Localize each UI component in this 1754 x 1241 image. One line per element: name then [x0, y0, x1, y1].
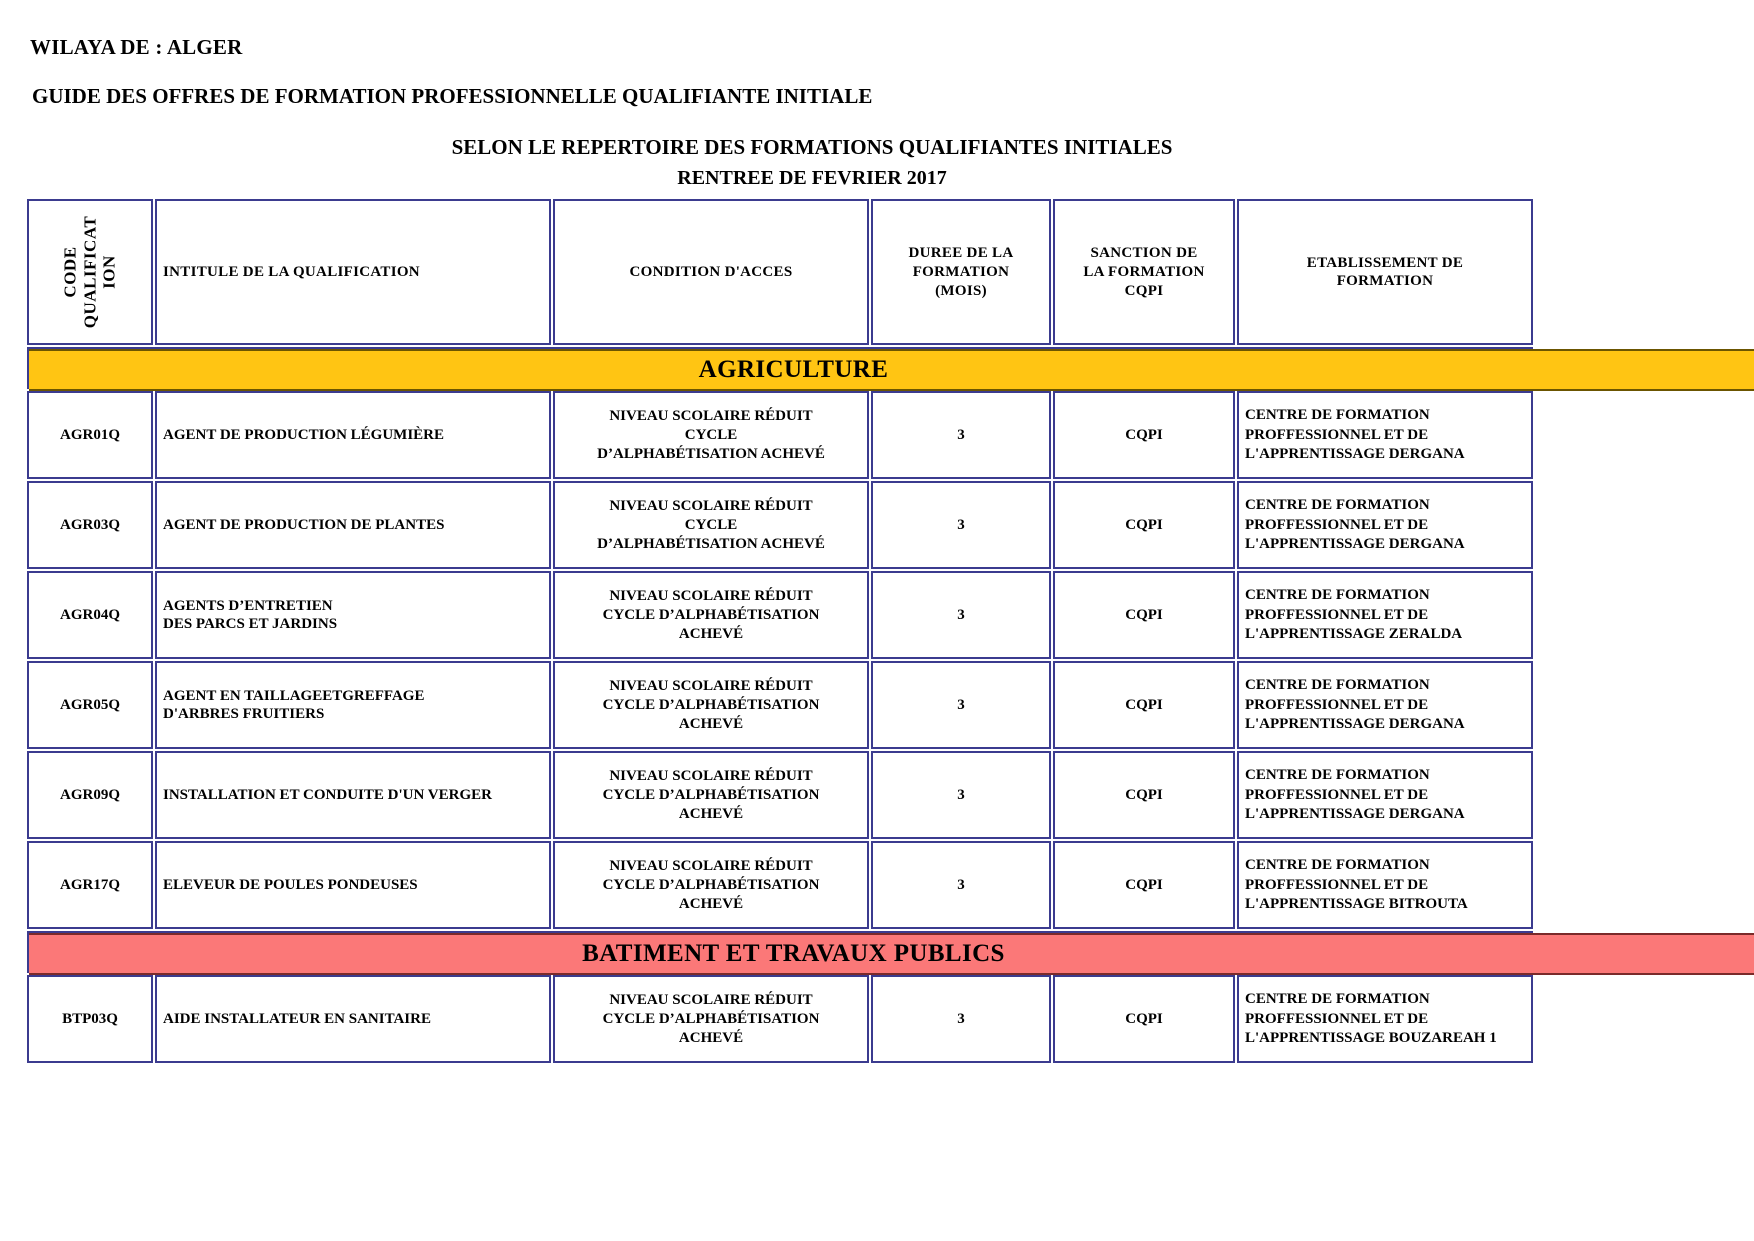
condition-line: CYCLE D’ALPHABÉTISATION — [602, 1010, 820, 1027]
duree-line-1: DUREE DE LA — [908, 245, 1014, 262]
cell-condition — [553, 571, 869, 659]
section-banner-cell — [27, 931, 1533, 973]
document-header — [0, 0, 1754, 189]
intitule-line: DES PARCS ET JARDINS — [163, 616, 338, 633]
condition-line: ACHEVÉ — [678, 625, 744, 642]
condition-line: NIVEAU SCOLAIRE RÉDUIT — [609, 408, 813, 425]
cell-duree: 3 — [871, 391, 1051, 479]
column-header-sanction — [1053, 199, 1235, 345]
column-header-condition: CONDITION D'ACCES — [553, 199, 869, 345]
cell-duree: 3 — [871, 751, 1051, 839]
cell-etablissement — [1237, 571, 1533, 659]
condition-line: D’ALPHABÉTISATION ACHEVÉ — [597, 445, 825, 462]
section-banner-row — [27, 347, 1533, 389]
cell-intitule: INSTALLATION ET CONDUITE D'UN VERGER — [155, 751, 551, 839]
etablissement-line-2: FORMATION — [1336, 273, 1434, 290]
cell-code: AGR17Q — [27, 841, 153, 929]
etablissement-line: PROFFESSIONNEL ET DE — [1245, 426, 1429, 443]
etablissement-line: L'APPRENTISSAGE DERGANA — [1245, 446, 1465, 463]
etablissement-line: PROFFESSIONNEL ET DE — [1245, 1010, 1429, 1027]
cell-sanction: CQPI — [1053, 571, 1235, 659]
etablissement-line: CENTRE DE FORMATION — [1245, 991, 1430, 1008]
cell-duree: 3 — [871, 841, 1051, 929]
etablissement-line: L'APPRENTISSAGE DERGANA — [1245, 536, 1465, 553]
formation-offers-table — [25, 197, 1535, 1065]
table-row — [27, 751, 1533, 839]
condition-line: ACHEVÉ — [678, 805, 744, 822]
etablissement-line: L'APPRENTISSAGE DERGANA — [1245, 716, 1465, 733]
cell-intitule: AGENT DE PRODUCTION DE PLANTES — [155, 481, 551, 569]
condition-line: CYCLE D’ALPHABÉTISATION — [602, 606, 820, 623]
column-header-etablissement — [1237, 199, 1533, 345]
condition-line: CYCLE — [684, 516, 738, 533]
cell-etablissement — [1237, 481, 1533, 569]
code-header-line: ION — [99, 255, 119, 290]
etablissement-line: PROFFESSIONNEL ET DE — [1245, 696, 1429, 713]
wilaya-line: WILAYA DE : ALGER — [30, 35, 243, 59]
table-body — [27, 347, 1533, 1063]
etablissement-line: CENTRE DE FORMATION — [1245, 497, 1430, 514]
intitule-line: AGENT EN TAILLAGEETGREFFAGE — [163, 687, 425, 704]
section-banner-cell — [27, 347, 1533, 389]
cell-condition — [553, 751, 869, 839]
intitule-line: D'ARBRES FRUITIERS — [163, 706, 325, 723]
condition-line: NIVEAU SCOLAIRE RÉDUIT — [609, 588, 813, 605]
cell-sanction: CQPI — [1053, 751, 1235, 839]
etablissement-line: L'APPRENTISSAGE BITROUTA — [1245, 896, 1468, 913]
cell-condition — [553, 975, 869, 1063]
cell-etablissement — [1237, 841, 1533, 929]
table-row — [27, 841, 1533, 929]
condition-line: ACHEVÉ — [678, 715, 744, 732]
table-row — [27, 661, 1533, 749]
etablissement-line: L'APPRENTISSAGE ZERALDA — [1245, 626, 1463, 643]
column-header-intitule: INTITULE DE LA QUALIFICATION — [155, 199, 551, 345]
section-banner-row — [27, 931, 1533, 973]
etablissement-line: PROFFESSIONNEL ET DE — [1245, 606, 1429, 623]
cell-etablissement — [1237, 391, 1533, 479]
column-header-duree — [871, 199, 1051, 345]
cell-intitule — [155, 571, 551, 659]
condition-line: CYCLE — [684, 426, 738, 443]
etablissement-line: L'APPRENTISSAGE BOUZAREAH 1 — [1245, 1030, 1497, 1047]
rentree-subtitle: RENTREE DE FEVRIER 2017 — [677, 167, 947, 190]
cell-duree: 3 — [871, 975, 1051, 1063]
sanction-line-3: CQPI — [1124, 282, 1164, 299]
cell-condition — [553, 661, 869, 749]
condition-line: NIVEAU SCOLAIRE RÉDUIT — [609, 678, 813, 695]
cell-intitule: ELEVEUR DE POULES PONDEUSES — [155, 841, 551, 929]
cell-etablissement — [1237, 975, 1533, 1063]
cell-intitule — [155, 661, 551, 749]
condition-line: ACHEVÉ — [678, 1029, 744, 1046]
column-header-code-label — [61, 216, 120, 328]
guide-title: GUIDE DES OFFRES DE FORMATION PROFESSIONNELLE QUALIFIANTE INITIALE — [32, 84, 873, 109]
condition-line: NIVEAU SCOLAIRE RÉDUIT — [609, 858, 813, 875]
condition-line: ACHEVÉ — [678, 895, 744, 912]
condition-line: CYCLE D’ALPHABÉTISATION — [602, 876, 820, 893]
etablissement-line: L'APPRENTISSAGE DERGANA — [1245, 806, 1465, 823]
cell-sanction: CQPI — [1053, 481, 1235, 569]
sanction-line-2: LA FORMATION — [1083, 263, 1205, 280]
cell-etablissement — [1237, 661, 1533, 749]
table-header — [27, 199, 1533, 345]
etablissement-line: CENTRE DE FORMATION — [1245, 857, 1430, 874]
condition-line: NIVEAU SCOLAIRE RÉDUIT — [609, 992, 813, 1009]
repertoire-subtitle: SELON LE REPERTOIRE DES FORMATIONS QUALIFIANTES INITIALES — [451, 135, 1173, 160]
code-header-line: CODE — [60, 246, 80, 298]
intitule-line: AGENTS D’ENTRETIEN — [163, 597, 333, 614]
cell-sanction: CQPI — [1053, 975, 1235, 1063]
cell-intitule: AIDE INSTALLATEUR EN SANITAIRE — [155, 975, 551, 1063]
table-row — [27, 391, 1533, 479]
condition-line: CYCLE D’ALPHABÉTISATION — [602, 786, 820, 803]
cell-condition — [553, 481, 869, 569]
cell-condition — [553, 391, 869, 479]
etablissement-line: CENTRE DE FORMATION — [1245, 587, 1430, 604]
cell-sanction: CQPI — [1053, 391, 1235, 479]
section-banner-batiment-et-travaux-publics: BATIMENT ET TRAVAUX PUBLICS — [29, 933, 1754, 975]
cell-sanction: CQPI — [1053, 841, 1235, 929]
etablissement-line: CENTRE DE FORMATION — [1245, 677, 1430, 694]
table-row — [27, 975, 1533, 1063]
condition-line: D’ALPHABÉTISATION ACHEVÉ — [597, 535, 825, 552]
section-banner-agriculture: AGRICULTURE — [29, 349, 1754, 391]
offers-table-container — [0, 197, 1754, 1065]
cell-intitule: AGENT DE PRODUCTION LÉGUMIÈRE — [155, 391, 551, 479]
cell-duree: 3 — [871, 661, 1051, 749]
condition-line: CYCLE D’ALPHABÉTISATION — [602, 696, 820, 713]
etablissement-line: CENTRE DE FORMATION — [1245, 407, 1430, 424]
sanction-line-1: SANCTION DE — [1090, 245, 1198, 262]
duree-line-3: (MOIS) — [935, 282, 987, 299]
code-header-line: QUALIFICAT — [80, 216, 100, 329]
cell-code: BTP03Q — [27, 975, 153, 1063]
cell-code: AGR09Q — [27, 751, 153, 839]
cell-code: AGR03Q — [27, 481, 153, 569]
cell-duree: 3 — [871, 571, 1051, 659]
cell-code: AGR05Q — [27, 661, 153, 749]
header-row — [27, 199, 1533, 345]
cell-etablissement — [1237, 751, 1533, 839]
cell-duree: 3 — [871, 481, 1051, 569]
table-row — [27, 571, 1533, 659]
condition-line: NIVEAU SCOLAIRE RÉDUIT — [609, 768, 813, 785]
etablissement-line: PROFFESSIONNEL ET DE — [1245, 786, 1429, 803]
cell-code: AGR04Q — [27, 571, 153, 659]
cell-condition — [553, 841, 869, 929]
etablissement-line: PROFFESSIONNEL ET DE — [1245, 876, 1429, 893]
cell-code: AGR01Q — [27, 391, 153, 479]
duree-line-2: FORMATION — [912, 263, 1010, 280]
condition-line: NIVEAU SCOLAIRE RÉDUIT — [609, 498, 813, 515]
column-header-code — [27, 199, 153, 345]
etablissement-line: PROFFESSIONNEL ET DE — [1245, 516, 1429, 533]
cell-sanction: CQPI — [1053, 661, 1235, 749]
table-row — [27, 481, 1533, 569]
etablissement-line-1: ETABLISSEMENT DE — [1306, 254, 1464, 271]
etablissement-line: CENTRE DE FORMATION — [1245, 767, 1430, 784]
